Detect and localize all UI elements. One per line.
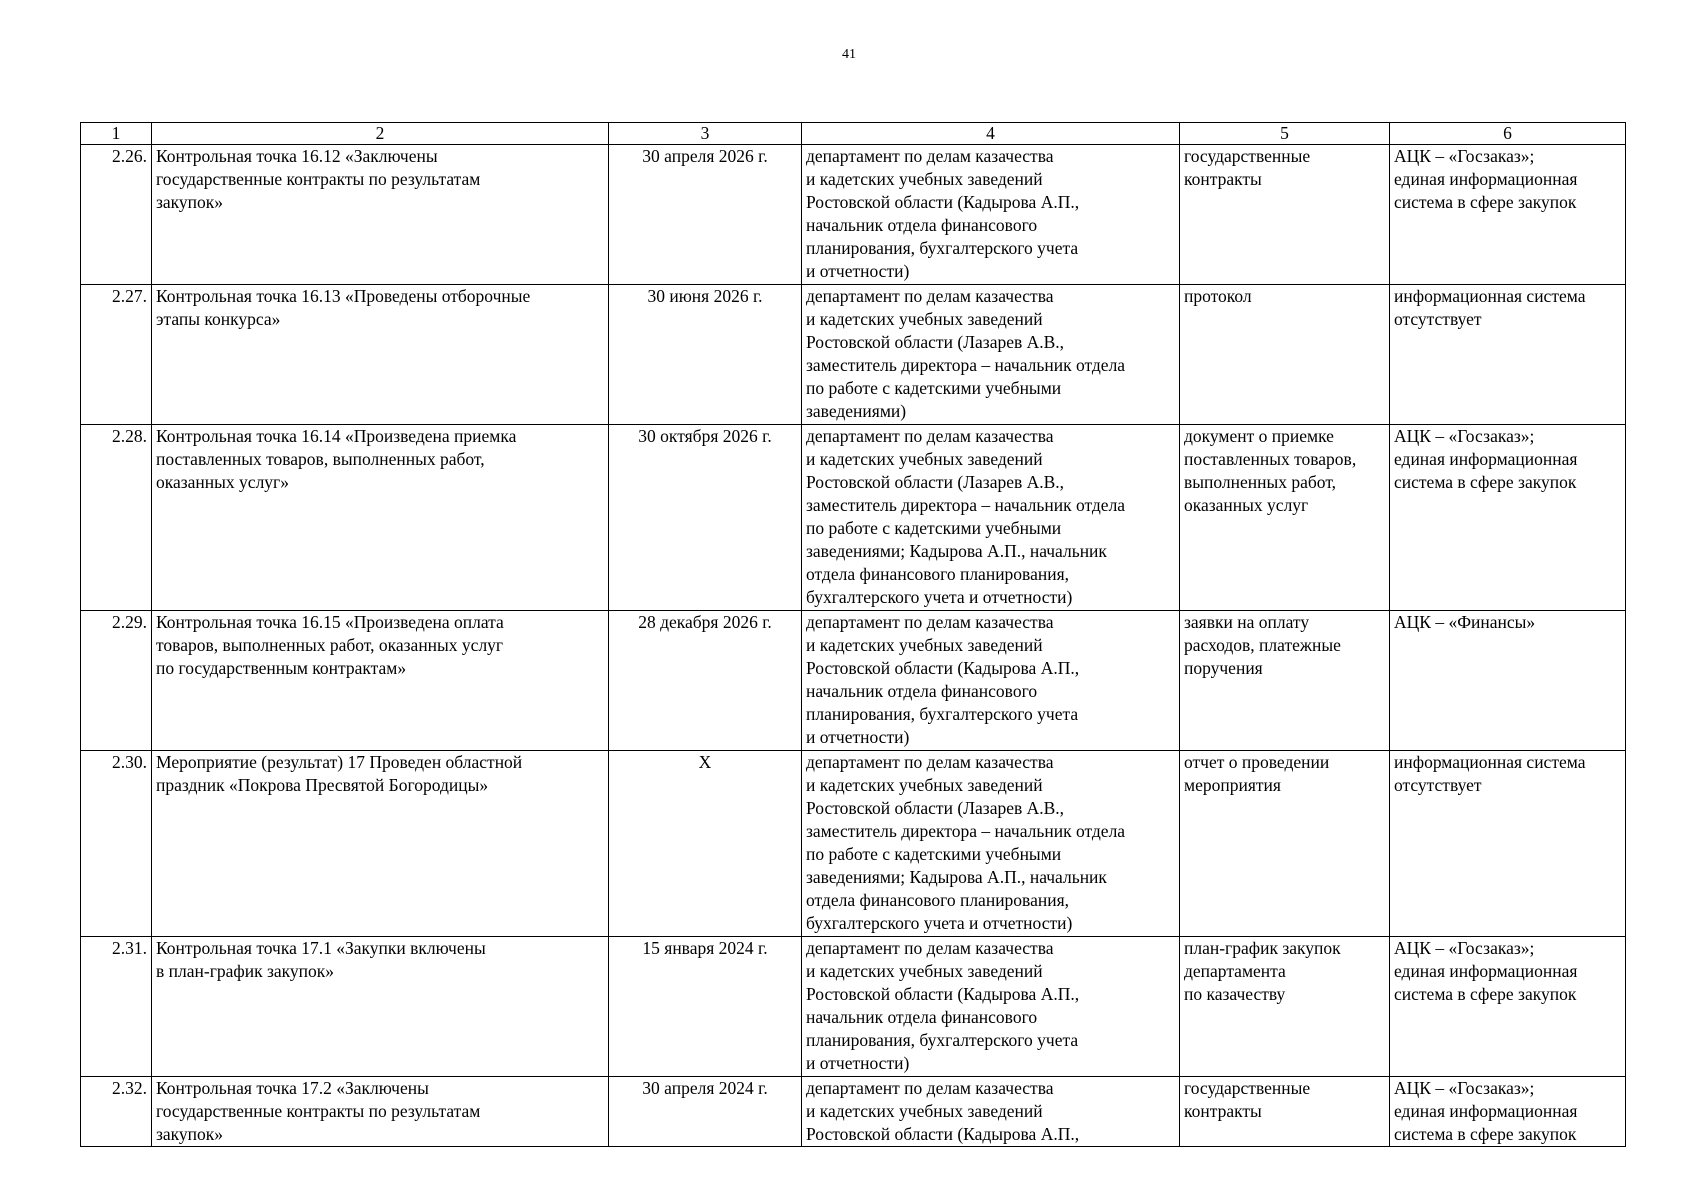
- column-number-row: [81, 123, 1626, 145]
- table-row: [81, 425, 1626, 611]
- column-header: 3: [609, 123, 802, 145]
- info-system-cell: АЦК – «Финансы»: [1390, 611, 1626, 751]
- table-row: [81, 751, 1626, 937]
- row-number-cell: 2.29.: [81, 611, 152, 751]
- table-row: [81, 145, 1626, 285]
- document-table: [80, 122, 1626, 1147]
- responsible-cell: департамент по делам казачества и кадетских учебных заведений Ростовской области (Лазарев А.В., заместитель директора – начальник отдела по работе с кадетскими учебными заведениями; Кадырова А.П., начальник отдела финансового планирования, бухгалтерского учета и отчетности): [802, 425, 1180, 611]
- info-system-cell: АЦК – «Госзаказ»; единая информационная система в сфере закупок: [1390, 1077, 1626, 1147]
- table-row: [81, 937, 1626, 1077]
- row-number-cell: 2.32.: [81, 1077, 152, 1147]
- event-title-cell: Контрольная точка 16.14 «Произведена приемка поставленных товаров, выполненных работ, оказанных услуг»: [152, 425, 609, 611]
- event-title-cell: Контрольная точка 17.2 «Заключены государственные контракты по результатам закупок»: [152, 1077, 609, 1147]
- document-type-cell: план-график закупок департамента по казачеству: [1180, 937, 1390, 1077]
- deadline-cell: 30 июня 2026 г.: [609, 285, 802, 425]
- deadline-cell: 30 октября 2026 г.: [609, 425, 802, 611]
- responsible-cell: департамент по делам казачества и кадетских учебных заведений Ростовской области (Кадырова А.П., начальник отдела финансового планирования, бухгалтерского учета и отчетности): [802, 145, 1180, 285]
- info-system-cell: информационная система отсутствует: [1390, 285, 1626, 425]
- info-system-cell: АЦК – «Госзаказ»; единая информационная система в сфере закупок: [1390, 145, 1626, 285]
- deadline-cell: X: [609, 751, 802, 937]
- event-title-cell: Контрольная точка 16.15 «Произведена оплата товаров, выполненных работ, оказанных услуг по государственным контрактам»: [152, 611, 609, 751]
- row-number-cell: 2.27.: [81, 285, 152, 425]
- responsible-cell: департамент по делам казачества и кадетских учебных заведений Ростовской области (Лазарев А.В., заместитель директора – начальник отдела по работе с кадетскими учебными заведениями; Кадырова А.П., начальник отдела финансового планирования, бухгалтерского учета и отчетности): [802, 751, 1180, 937]
- row-number-cell: 2.31.: [81, 937, 152, 1077]
- table-row: [81, 1077, 1626, 1147]
- info-system-cell: информационная система отсутствует: [1390, 751, 1626, 937]
- event-title-cell: Мероприятие (результат) 17 Проведен областной праздник «Покрова Пресвятой Богородицы»: [152, 751, 609, 937]
- column-header: 1: [81, 123, 152, 145]
- deadline-cell: 28 декабря 2026 г.: [609, 611, 802, 751]
- responsible-cell: департамент по делам казачества и кадетских учебных заведений Ростовской области (Кадырова А.П.,: [802, 1077, 1180, 1147]
- document-type-cell: протокол: [1180, 285, 1390, 425]
- row-number-cell: 2.28.: [81, 425, 152, 611]
- info-system-cell: АЦК – «Госзаказ»; единая информационная система в сфере закупок: [1390, 425, 1626, 611]
- document-type-cell: документ о приемке поставленных товаров, выполненных работ, оказанных услуг: [1180, 425, 1390, 611]
- row-number-cell: 2.26.: [81, 145, 152, 285]
- table-row: [81, 611, 1626, 751]
- event-title-cell: Контрольная точка 17.1 «Закупки включены в план-график закупок»: [152, 937, 609, 1077]
- document-type-cell: отчет о проведении мероприятия: [1180, 751, 1390, 937]
- table-row: [81, 285, 1626, 425]
- info-system-cell: АЦК – «Госзаказ»; единая информационная система в сфере закупок: [1390, 937, 1626, 1077]
- column-header: 4: [802, 123, 1180, 145]
- event-title-cell: Контрольная точка 16.12 «Заключены государственные контракты по результатам закупок»: [152, 145, 609, 285]
- document-type-cell: государственные контракты: [1180, 145, 1390, 285]
- column-header: 2: [152, 123, 609, 145]
- responsible-cell: департамент по делам казачества и кадетских учебных заведений Ростовской области (Лазарев А.В., заместитель директора – начальник отдела по работе с кадетскими учебными заведениями): [802, 285, 1180, 425]
- page-number: 41: [842, 47, 856, 62]
- deadline-cell: 30 апреля 2024 г.: [609, 1077, 802, 1147]
- deadline-cell: 15 января 2024 г.: [609, 937, 802, 1077]
- responsible-cell: департамент по делам казачества и кадетских учебных заведений Ростовской области (Кадырова А.П., начальник отдела финансового планирования, бухгалтерского учета и отчетности): [802, 937, 1180, 1077]
- row-number-cell: 2.30.: [81, 751, 152, 937]
- responsible-cell: департамент по делам казачества и кадетских учебных заведений Ростовской области (Кадырова А.П., начальник отдела финансового планирования, бухгалтерского учета и отчетности): [802, 611, 1180, 751]
- event-title-cell: Контрольная точка 16.13 «Проведены отборочные этапы конкурса»: [152, 285, 609, 425]
- document-type-cell: государственные контракты: [1180, 1077, 1390, 1147]
- column-header: 5: [1180, 123, 1390, 145]
- deadline-cell: 30 апреля 2026 г.: [609, 145, 802, 285]
- column-header: 6: [1390, 123, 1626, 145]
- document-type-cell: заявки на оплату расходов, платежные поручения: [1180, 611, 1390, 751]
